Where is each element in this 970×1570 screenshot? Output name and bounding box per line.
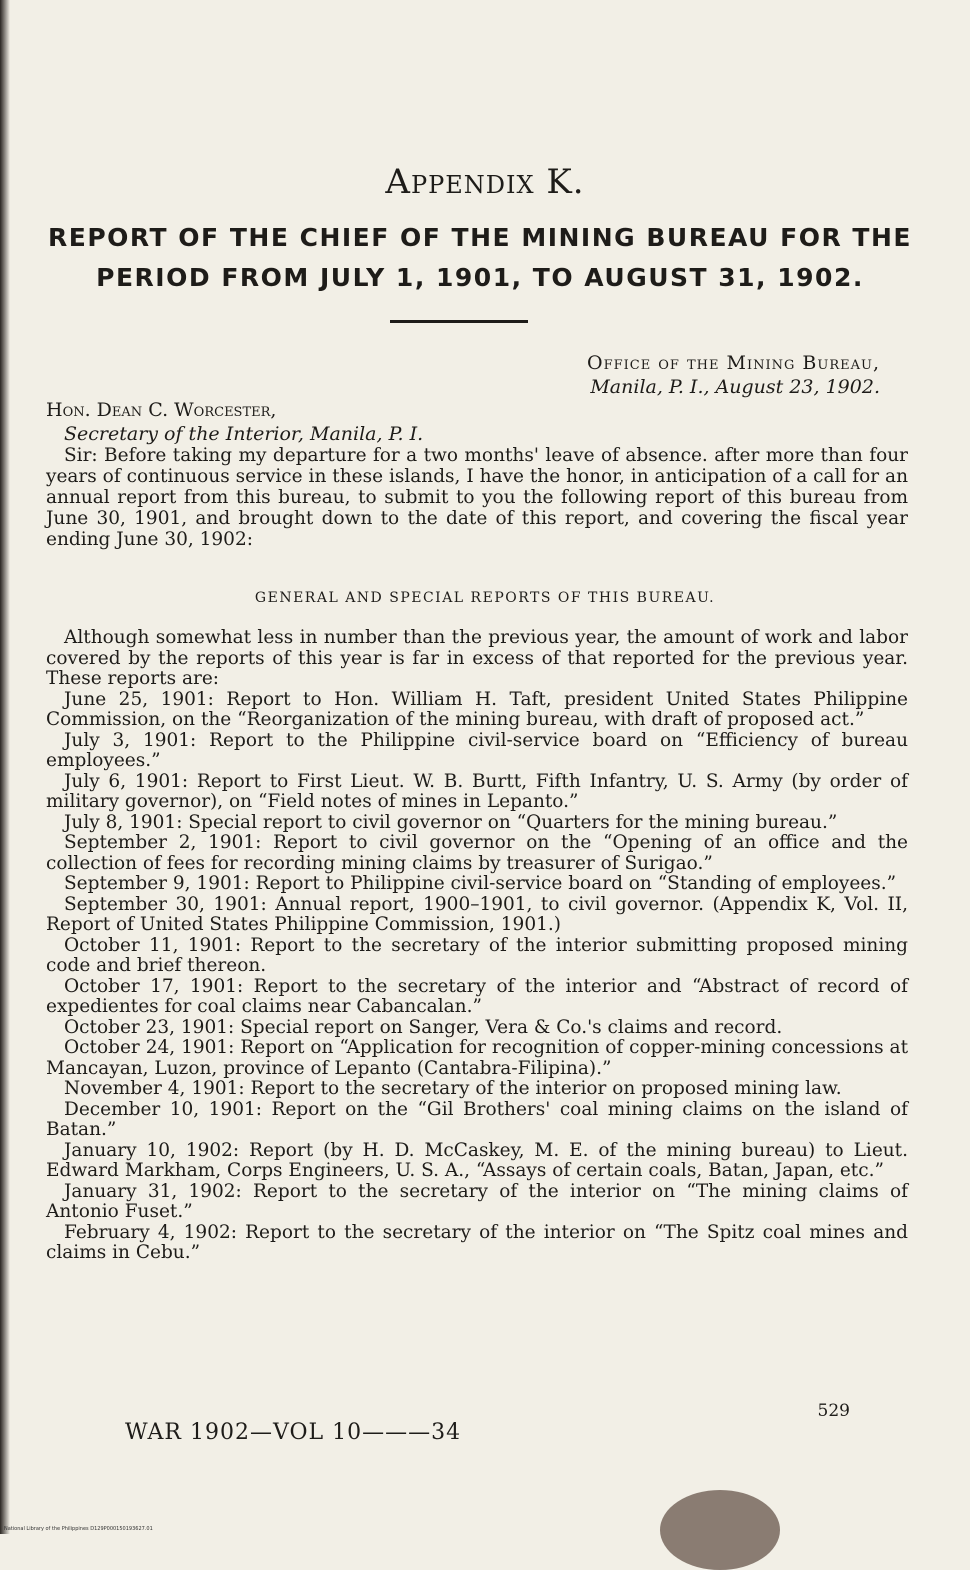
addressee-block	[46, 398, 423, 446]
office-block	[587, 351, 880, 399]
report-entry: February 4, 1902: Report to the secretary of the interior on “The Spitz coal mines and claims in Cebu.”	[46, 1221, 908, 1263]
report-entry: October 11, 1901: Report to the secretary of the interior submitting proposed mining code and brief thereon.	[46, 934, 908, 976]
report-entry: January 10, 1902: Report (by H. D. McCaskey, M. E. of the mining bureau) to Lieut. Edward Markham, Corps Engineers, U. S. A., “Assays of certain coals, Batan, Japan, etc.”	[46, 1139, 908, 1181]
report-entry: January 31, 1902: Report to the secretary of the interior on “The mining claims of Antonio Fuset.”	[46, 1180, 908, 1222]
report-entry: October 17, 1901: Report to the secretary of the interior and “Abstract of record of expedientes for coal claims near Cabancalan.”	[46, 975, 908, 1017]
report-entry: October 23, 1901: Special report on Sanger, Vera & Co.'s claims and record.	[64, 1016, 783, 1038]
report-entry: December 10, 1901: Report on the “Gil Brothers' coal mining claims on the island of Batan.”	[46, 1098, 908, 1140]
scan-edge-shadow	[0, 0, 10, 1534]
report-title: REPORT OF THE CHIEF OF THE MINING BUREAU FOR THE PERIOD FROM JULY 1, 1901, TO AUGUST 31, 1902.	[48, 223, 912, 292]
section-heading: GENERAL AND SPECIAL REPORTS OF THIS BUREAU.	[254, 590, 716, 606]
report-entry: July 8, 1901: Special report to civil governor on “Quarters for the mining bureau.”	[64, 811, 838, 833]
report-entry: November 4, 1901: Report to the secretary of the interior on proposed mining law.	[64, 1078, 842, 1099]
appendix-heading: Appendix K.	[385, 162, 585, 202]
salutation-paragraph: Sir: Before taking my departure for a two months' leave of absence. after more than four years of continuous service in these islands, I have the honor, in anticipation of a call for an annual report from this bureau, to submit to you the following report of this bureau from June 30, 1901, and brought down to the date of this report, and covering the fiscal year ending June 30, 1902:	[46, 445, 908, 550]
office-location-date: Manila, P. I., August 23, 1902.	[590, 376, 880, 398]
scan-credit: National Library of the Philippines D129P000150193627.01	[4, 1526, 153, 1532]
report-entry: September 30, 1901: Annual report, 1900–1901, to civil governor. (Appendix K, Vol. II, Report of United States Philippine Commission, 1901.)	[46, 893, 908, 935]
report-entry: September 2, 1901: Report to civil governor on the “Opening of an office and the collection of fees for recording mining claims by treasurer of Surigao.”	[46, 832, 908, 874]
report-entry: June 25, 1901: Report to Hon. William H. Taft, president United States Philippine Commission, on the “Reorganization of the mining bureau, with draft of proposed act.”	[46, 688, 908, 730]
report-entry: July 3, 1901: Report to the Philippine civil-service board on “Efficiency of bureau employees.”	[46, 729, 908, 771]
addressee-name: Hon. Dean C. Worcester,	[46, 399, 277, 421]
report-entry: July 6, 1901: Report to First Lieut. W. B. Burtt, Fifth Infantry, U. S. Army (by order of military governor), on “Field notes of mines in Lepanto.”	[46, 770, 908, 812]
printer-signature: WAR 1902—VOL 10———34	[125, 1420, 462, 1445]
addressee-role: Secretary of the Interior, Manila, P. I.	[64, 423, 424, 445]
report-entry: October 24, 1901: Report on “Application for recognition of copper-mining concessions at Mancayan, Luzon, province of Lepanto (Cantabra-Filipina).”	[46, 1037, 908, 1079]
title-divider	[390, 320, 528, 323]
body-paragraph: Although somewhat less in number than the previous year, the amount of work and labor covered by the reports of this year is far in excess of that reported for the previous year. These reports are:	[46, 627, 908, 689]
scanner-thumb	[660, 1490, 780, 1570]
report-entry: September 9, 1901: Report to Philippine civil-service board on “Standing of employees.”	[64, 873, 897, 894]
report-list	[46, 628, 908, 1264]
office-name: Office of the Mining Bureau,	[587, 352, 880, 374]
page-number: 529	[817, 1401, 850, 1421]
